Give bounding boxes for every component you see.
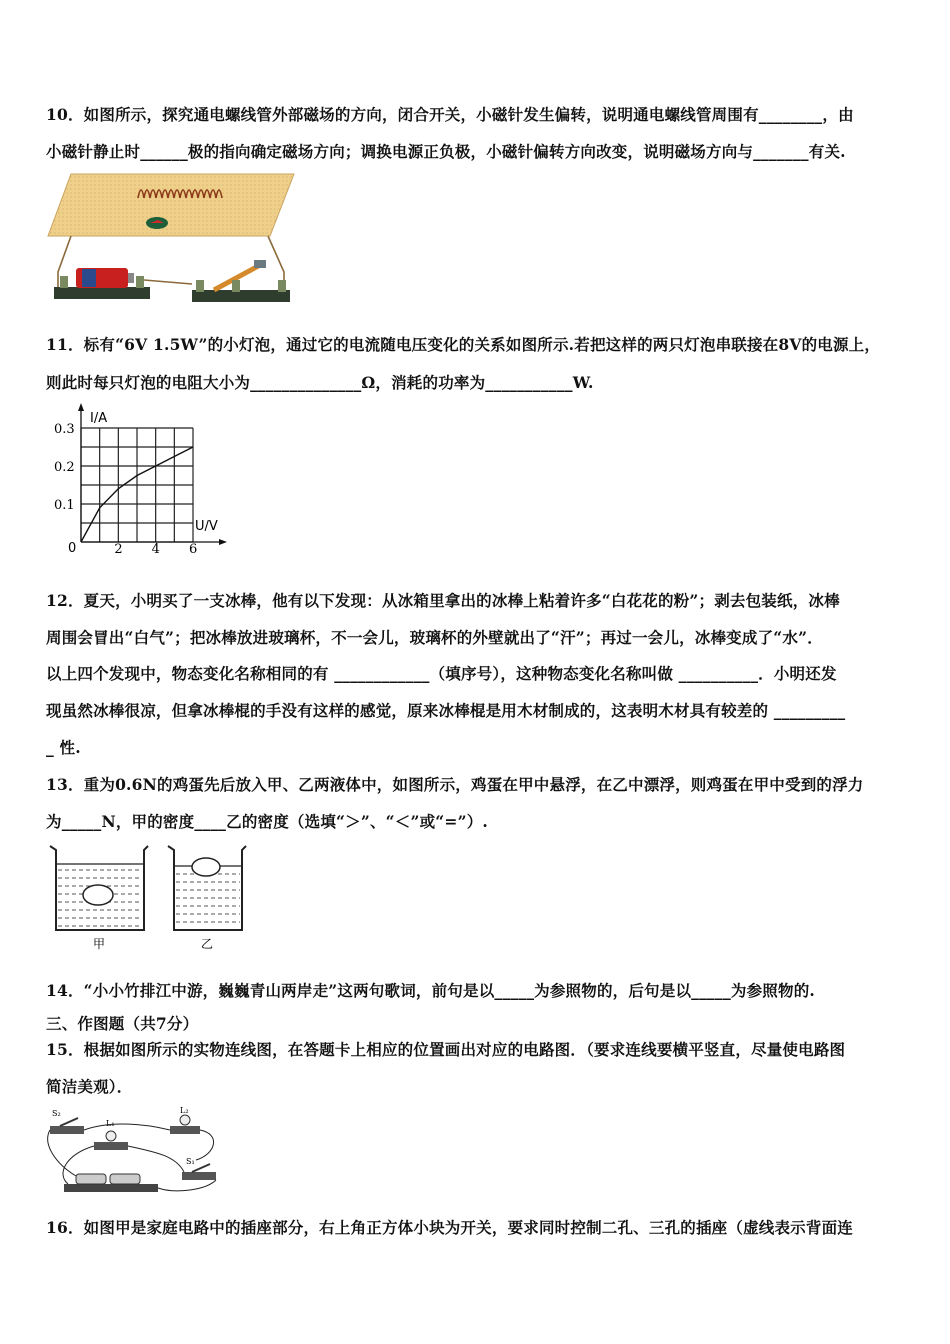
iu-chart	[50, 402, 230, 557]
switch-s1-icon	[182, 1172, 216, 1180]
y-axis-label: I/A	[90, 411, 108, 426]
x-tick-label: 6	[189, 542, 198, 557]
x-axis-arrow	[219, 539, 227, 545]
circuit-figure	[46, 1104, 236, 1196]
q15-line2: 简洁美观）．	[46, 1077, 133, 1096]
y-axis-arrow	[78, 403, 84, 411]
q14-line1: 14．“小小竹排江中游，巍巍青山两岸走”这两句歌词，前句是以_____为参照物的，后句是以_____为参照物的.	[46, 981, 816, 1000]
x-tick-label: 2	[114, 542, 123, 557]
q12-line2: 周围会冒出“白气”；把冰棒放进玻璃杯，不一会儿，玻璃杯的外壁就出了“汗”；再过一会儿，冰棒变成了“水”．	[46, 628, 823, 647]
q16-line1: 16．如图甲是家庭电路中的插座部分，右上角正方体小块为开关，要求同时控制二孔、三孔的插座（虚线表示背面连	[46, 1218, 853, 1237]
label-yi: 乙	[201, 937, 214, 951]
y-tick-label: 0.1	[54, 498, 75, 513]
lamp-l1-icon	[94, 1142, 128, 1150]
q15-line1: 15．根据如图所示的实物连线图，在答题卡上相应的位置画出对应的电路图．（要求连线要横平竖直，尽量使电路图	[46, 1040, 846, 1059]
q12-line1: 12．夏天，小明买了一支冰棒，他有以下发现：从冰箱里拿出的冰棒上粘着许多“白花花的粉”；剥去包装纸，冰棒	[46, 591, 840, 610]
battery-pack-icon	[64, 1184, 158, 1192]
egg-yi	[192, 858, 220, 876]
l1-label: L₁	[106, 1119, 115, 1128]
x-tick-label: 4	[151, 542, 160, 557]
s1-label: S₁	[186, 1157, 195, 1166]
y-tick-label: 0.3	[54, 422, 75, 437]
q11-line1: 11．标有“6V 1.5W”的小灯泡，通过它的电流随电压变化的关系如图所示.若把这样的两只灯泡串联接在8V的电源上，	[46, 335, 881, 354]
q10-line1: 10．如图所示，探究通电螺线管外部磁场的方向，闭合开关，小磁针发生偏转，说明通电螺线管周围有________，由	[46, 105, 854, 124]
beakers-figure	[48, 842, 248, 954]
q13-line1: 13．重为0.6N的鸡蛋先后放入甲、乙两液体中，如图所示，鸡蛋在甲中悬浮，在乙中漂浮，则鸡蛋在甲中受到的浮力	[46, 775, 864, 794]
solenoid-circuit-figure	[46, 172, 296, 308]
x-axis-label: U/V	[195, 519, 218, 534]
q12-line3: 以上四个发现中，物态变化名称相同的有 ____________（填序号），这种物态变化名称叫做 __________．小明还发	[46, 664, 837, 683]
q12-line5: _ 性.	[46, 738, 81, 757]
y-tick-label: 0.2	[54, 460, 75, 475]
beaker-jia	[50, 846, 148, 951]
lamp-l2-icon	[170, 1126, 200, 1134]
beaker-yi	[168, 846, 246, 951]
section-heading: 三、作图题（共7分）	[46, 1014, 199, 1033]
q12-line4: 现虽然冰棒很凉，但拿冰棒棍的手没有这样的感觉，原来冰棒棍是用木材制成的，这表明木材具有较差的 _________	[46, 701, 846, 720]
label-jia: 甲	[93, 937, 106, 951]
origin-label: 0	[68, 541, 77, 556]
q10-line2: 小磁针静止时______极的指向确定磁场方向；调换电源正负极，小磁针偏转方向改变，说明磁场方向与_______有关.	[46, 142, 846, 161]
egg-jia	[83, 885, 113, 905]
l2-label: L₂	[180, 1106, 189, 1115]
switch-s2-icon	[50, 1126, 84, 1134]
q13-line2: 为_____N，甲的密度____乙的密度（选填“＞”、“＜”或“=”）.	[46, 812, 488, 831]
q11-line2: 则此时每只灯泡的电阻大小为______________Ω，消耗的功率为___________W.	[46, 373, 594, 392]
s2-label: S₂	[52, 1109, 61, 1118]
